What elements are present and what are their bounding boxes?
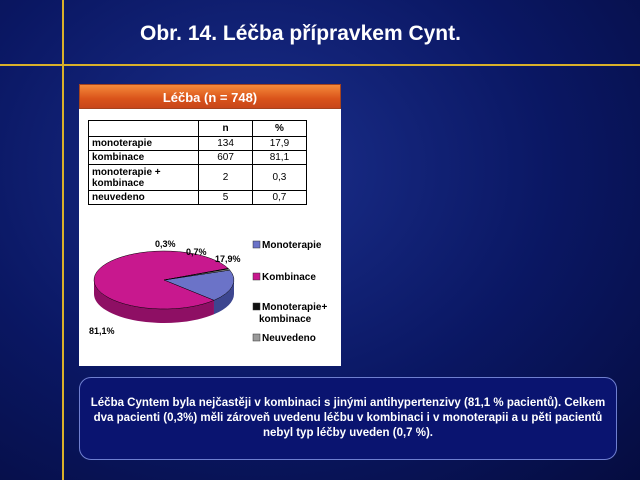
pie-data-label: 0,3% (155, 239, 176, 249)
row-pct: 0,7 (252, 191, 306, 205)
legend-swatch (253, 241, 260, 248)
pie-chart (79, 84, 341, 366)
legend-label: Monoterapie+ kombinace (259, 302, 328, 325)
table-header-cell: n (199, 121, 253, 137)
table-header-cell: % (252, 121, 306, 137)
row-label: kombinace (89, 151, 199, 165)
row-n: 2 (199, 165, 253, 191)
vertical-accent-line (62, 0, 64, 480)
row-pct: 81,1 (252, 151, 306, 165)
row-label: neuvedeno (89, 191, 199, 205)
pie-data-label: 0,7% (186, 247, 207, 257)
chart-panel (79, 84, 341, 366)
legend-label: Kombinace (262, 272, 316, 283)
summary-box (79, 377, 617, 460)
row-pct: 17,9 (252, 137, 306, 151)
legend-label: Neuvedeno (262, 333, 316, 344)
legend-swatch (253, 303, 260, 310)
row-n: 5 (199, 191, 253, 205)
pie-data-label: 17,9% (215, 254, 241, 264)
row-label: monoterapie + kombinace (89, 165, 199, 191)
row-label: monoterapie (89, 137, 199, 151)
horizontal-accent-line (0, 64, 640, 66)
legend-swatch (253, 334, 260, 341)
summary-text: Léčba Cyntem byla nejčastěji v kombinaci s jinými antihypertenzivy (81,1 % pacientů). Celkem dva pacienti (0,3%) měli zároveň uvedenu léčbu v kombinaci i v monoterapii a u pěti pacientů nebyl typ léčby uveden (0,7 %). (90, 397, 606, 439)
slide-title: Obr. 14. Léčba přípravkem Cynt. (140, 22, 461, 45)
row-n: 134 (199, 137, 253, 151)
pie-data-label: 81,1% (89, 326, 115, 336)
row-pct: 0,3 (252, 165, 306, 191)
legend-label: Monoterapie (262, 240, 322, 251)
legend-swatch (253, 273, 260, 280)
row-n: 607 (199, 151, 253, 165)
panel-header: Léčba (n = 748) (79, 84, 341, 109)
